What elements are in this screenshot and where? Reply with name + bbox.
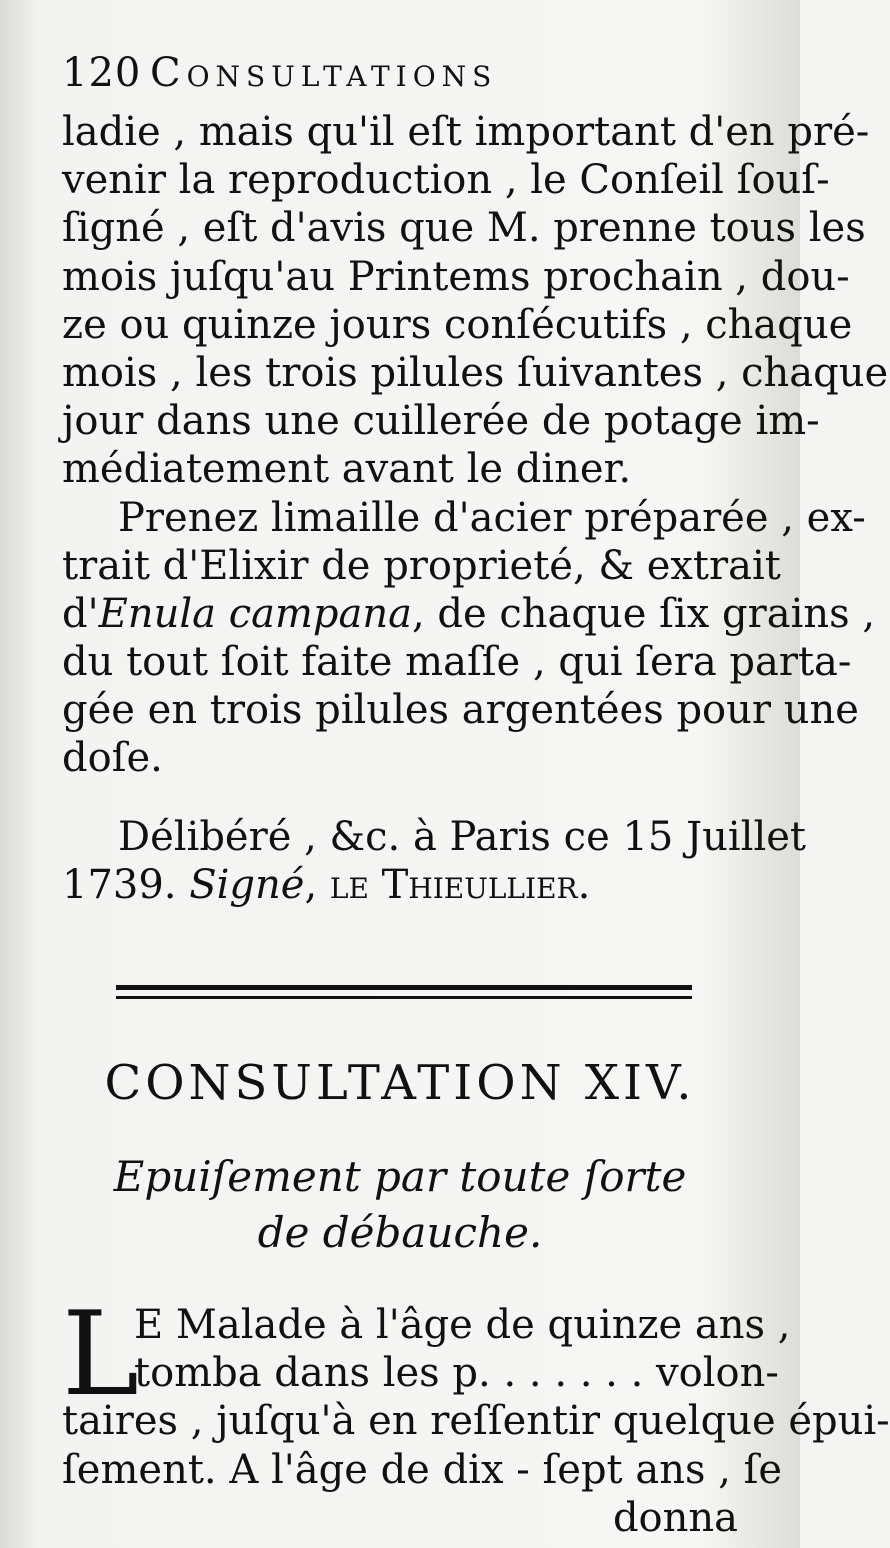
page-header (62, 50, 738, 108)
text-line: ze ou quinze jours conſécutifs , chaque (62, 301, 853, 348)
text-line: ladie , mais qu'il eſt important d'en pré- (62, 109, 870, 155)
subtitle-line: Epuiſement par toute ſorte (113, 1152, 687, 1201)
catchword: donna (612, 1494, 738, 1541)
text-line: ſigné , eſt d'avis que M. prenne tous les (62, 205, 866, 252)
section-heading: CONSULTATION XIV. (104, 1055, 696, 1111)
text-line: taires , juſqu'à en reſſentir quelque épui- (62, 1398, 890, 1445)
text-line: mois juſqu'au Printems prochain , dou- (62, 253, 850, 300)
subtitle-line: de débauche. (257, 1208, 543, 1257)
text-line: Prenez limaille d'acier préparée , ex- (118, 494, 866, 541)
signature-line (62, 861, 738, 909)
paragraph-recipe (62, 494, 876, 783)
paragraph-prescription (62, 108, 889, 494)
section-subtitle (62, 1149, 738, 1261)
signature-block (62, 813, 806, 909)
text-line-with-italic (62, 590, 876, 638)
signature-year: 1739. (62, 861, 177, 908)
signed-label: Signé (189, 861, 305, 908)
spacer (62, 783, 738, 813)
page-content (62, 50, 890, 1542)
text-line: venir la reproduction , le Conſeil ſouſ- (62, 157, 830, 204)
signatory-name: , le Thieullier. (304, 861, 591, 908)
text-line: ſement. A l'âge de dix - ſept ans , ſe (62, 1446, 783, 1493)
section-divider (116, 985, 692, 999)
signature-date-line: Délibéré , &c. à Paris ce 15 Juillet (118, 813, 806, 860)
text-line: doſe. (62, 735, 163, 782)
text-line: gée en trois pilules argentées pour une (62, 687, 859, 734)
text-line: jour dans une cuillerée de potage im- (62, 398, 820, 445)
text-line: trait d'Elixir de proprieté, & extrait (62, 542, 781, 589)
text-fragment: d' (62, 590, 99, 637)
page-number: 120 (62, 50, 142, 96)
text-fragment: , de chaque ſix grains , (411, 590, 876, 637)
drop-cap: L (62, 1287, 140, 1422)
body-paragraph (62, 1287, 890, 1542)
text-line: E Malade à l'âge de quinze ans , (134, 1302, 791, 1348)
latin-plant-name: Enula campana (98, 590, 412, 637)
text-line: du tout ſoit faite maſſe , qui ſera parta- (62, 639, 852, 686)
divider-thin-rule (116, 996, 692, 999)
text-line: médiatement avant le diner. (62, 446, 632, 493)
divider-thick-rule (116, 985, 692, 990)
running-title: Consultations (150, 50, 498, 96)
text-line: tomba dans les p. . . . . . . volon- (134, 1350, 779, 1397)
text-line: mois , les trois pilules ſuivantes , chaque (62, 349, 889, 396)
